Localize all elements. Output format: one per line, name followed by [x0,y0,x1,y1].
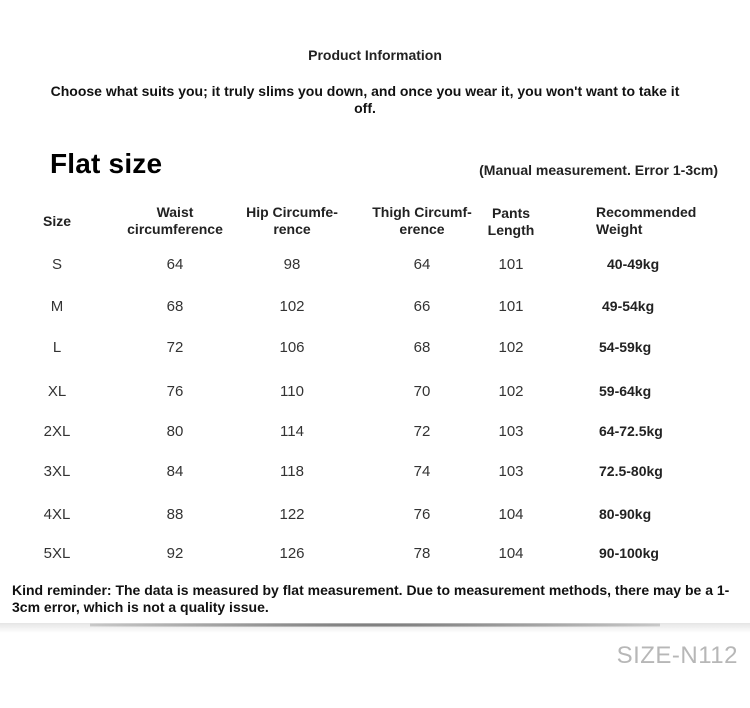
column-header-line: Length [487,222,535,238]
table-cell-length: 103 [498,463,524,480]
table-cell-thigh: 76 [413,506,431,523]
column-header-hip [222,204,362,238]
column-header-line: Recommended [596,204,697,220]
table-cell-hip: 106 [279,339,305,356]
table-cell-size: 3XL [43,463,71,480]
table-cell-waist: 68 [166,298,184,315]
table-cell-weight: 59-64kg [599,383,652,399]
table-cell-length: 104 [498,506,524,523]
table-cell-size: 5XL [43,545,71,562]
column-header-line: Size [42,213,71,229]
table-cell-hip: 122 [279,506,305,523]
table-cell-length: 101 [498,256,524,273]
table-cell-thigh: 78 [413,545,431,562]
column-header-line: Weight [596,221,643,237]
table-cell-length: 101 [498,298,524,315]
table-cell-size: M [50,298,64,315]
table-cell-thigh: 66 [413,298,431,315]
table-cell-hip: 98 [283,256,301,273]
table-cell-weight: 49-54kg [602,298,655,314]
column-header-line: erence [399,221,445,237]
table-cell-hip: 114 [280,423,304,440]
column-header-line: Waist [156,204,194,220]
column-header-line: rence [273,221,311,237]
column-header-line: Thigh Circumf- [372,204,472,220]
table-cell-weight: 54-59kg [599,339,652,355]
section-title: Flat size [50,148,163,179]
table-cell-length: 104 [498,545,524,562]
column-header-weight [596,204,696,238]
table-cell-size: 4XL [43,506,71,523]
size-code: SIZE-N112 [616,642,738,669]
table-cell-hip: 110 [280,383,304,400]
table-cell-thigh: 72 [413,423,431,440]
table-cell-waist: 72 [166,339,184,356]
divider [0,623,750,633]
table-cell-hip: 126 [279,545,305,562]
column-header-line: circumference [127,221,223,237]
table-cell-thigh: 74 [413,463,431,480]
table-cell-length: 102 [498,339,524,356]
column-header-length [441,205,581,239]
table-cell-waist: 76 [166,383,184,400]
table-cell-size: XL [47,383,67,400]
table-cell-weight: 40-49kg [607,256,660,272]
table-cell-size: S [51,256,62,273]
table-cell-waist: 92 [166,545,184,562]
table-cell-length: 103 [498,423,524,440]
table-cell-waist: 64 [166,256,184,273]
table-cell-weight: 90-100kg [599,545,659,561]
table-cell-size: 2XL [43,423,71,440]
tagline: Choose what suits you; it truly slims you down, and once you wear it, you won't want to take it off. [50,83,680,116]
table-cell-waist: 88 [166,506,184,523]
table-cell-weight: 72.5-80kg [599,463,663,479]
table-cell-hip: 118 [280,463,304,480]
table-cell-length: 102 [498,383,524,400]
table-cell-thigh: 70 [413,383,431,400]
table-cell-hip: 102 [279,298,305,315]
column-header-line: Pants [491,205,531,221]
table-cell-weight: 80-90kg [599,506,652,522]
table-cell-waist: 80 [166,423,184,440]
kind-reminder: Kind reminder: The data is measured by flat measurement. Due to measurement methods, there may be a 1-3cm error, which is not a quality issue. [12,582,730,615]
table-cell-size: L [52,339,62,356]
table-cell-weight: 64-72.5kg [599,423,663,439]
table-cell-waist: 84 [166,463,184,480]
column-header-line: Hip Circumfe- [246,204,338,220]
table-cell-thigh: 64 [413,256,431,273]
measurement-note: (Manual measurement. Error 1-3cm) [479,162,718,178]
page-heading: Product Information [308,47,442,63]
table-cell-thigh: 68 [413,339,431,356]
